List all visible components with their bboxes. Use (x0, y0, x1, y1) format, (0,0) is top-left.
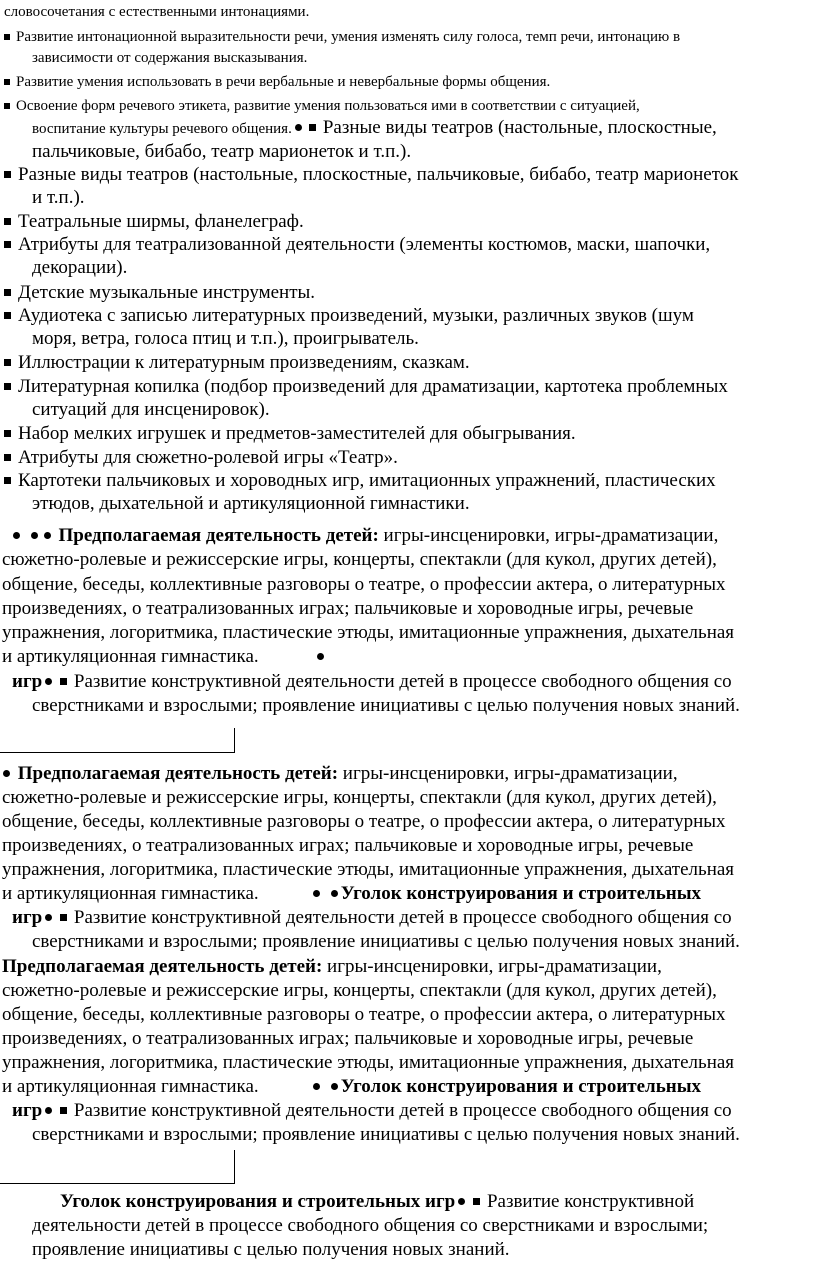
activity-paragraph: Предполагаемая деятельность детей: игры-инсценировки, игры-драматизации, (10, 524, 718, 548)
corner-line: игр Развитие конструктивной деятельности детей в процессе свободного общения со (12, 907, 732, 928)
square-bullet-icon (4, 477, 11, 484)
divider-line (0, 752, 234, 753)
activity-line: общение, беседы, коллективные разговоры о театре, о профессии актера, о литературных (2, 1004, 726, 1025)
round-bullet-icon (44, 532, 51, 539)
square-bullet-icon (4, 103, 10, 109)
activity-line: общение, беседы, коллективные разговоры о театре, о профессии актера, о литературных (2, 811, 726, 832)
list-item-cont: зависимости от содержания высказывания. (32, 50, 308, 66)
divider-line (234, 1150, 235, 1184)
list-item: словосочетания с естественными интонациями. (4, 4, 310, 20)
corner-heading: игр Развитие конструктивной деятельности детей в процессе свободного общения со (12, 671, 732, 692)
activity-line: упражнения, логоритмика, пластические этюды, имитационные упражнения, дыхательная (2, 1052, 735, 1073)
final-heading: Уголок конструирования и строительных игр Развитие конструктивной (60, 1191, 695, 1212)
round-bullet-icon (331, 890, 338, 897)
square-bullet-icon (4, 383, 11, 390)
corner-line: сверстниками и взрослыми; проявление инициативы с целью получения новых знаний. (32, 695, 740, 716)
activity-line: сюжетно-ролевые и режиссерские игры, концерты, спектакли (для кукол, других детей), (2, 549, 717, 570)
square-bullet-icon (309, 124, 316, 131)
list-item-cont: декорации). (32, 257, 128, 278)
final-line: деятельности детей в процессе свободного общения со сверстниками и взрослыми; (32, 1215, 709, 1236)
list-item-cont: этюдов, дыхательной и артикуляционной гимнастики. (32, 493, 470, 514)
activity-line: и артикуляционная гимнастика. (2, 883, 259, 904)
divider-line (0, 1183, 234, 1184)
round-bullet-icon (317, 653, 324, 660)
corner-heading: Уголок конструирования и строительных (310, 1075, 701, 1099)
square-bullet-icon (4, 359, 11, 366)
activity-line: сюжетно-ролевые и режиссерские игры, концерты, спектакли (для кукол, других детей), (2, 980, 717, 1001)
square-bullet-icon (4, 79, 10, 85)
round-bullet-icon (3, 770, 10, 777)
activity-paragraph: Предполагаемая деятельность детей: игры-инсценировки, игры-драматизации, (2, 956, 662, 977)
corner-line: сверстниками и взрослыми; проявление инициативы с целью получения новых знаний. (32, 931, 740, 952)
list-item: Развитие умения использовать в речи вербальные и невербальные формы общения. (4, 72, 550, 93)
activity-line: произведениях, о театрализованных играх; пальчиковые и хороводные игры, речевые (2, 598, 694, 619)
round-bullet-icon (13, 532, 20, 539)
round-bullet-icon (45, 1107, 52, 1114)
activity-line: общение, беседы, коллективные разговоры о театре, о профессии актера, о литературных (2, 574, 726, 595)
activity-line: упражнения, логоритмика, пластические этюды, имитационные упражнения, дыхательная (2, 622, 735, 643)
list-item: Развитие интонационной выразительности речи, умения изменять силу голоса, темп речи, интонацию в (4, 27, 680, 48)
round-bullet-icon (313, 1083, 320, 1090)
mixed-line: воспитание культуры речевого общения. Разные виды театров (настольные, плоскостные, (32, 117, 717, 138)
list-item: Разные виды театров (настольные, плоскостные, пальчиковые, бибабо, театр марионеток (4, 163, 739, 187)
square-bullet-icon (4, 241, 11, 248)
round-bullet-icon (313, 890, 320, 897)
activity-line: произведениях, о театрализованных играх; пальчиковые и хороводные игры, речевые (2, 835, 694, 856)
square-bullet-icon (60, 914, 67, 921)
square-bullet-icon (4, 430, 11, 437)
list-item: Детские музыкальные инструменты. (4, 281, 315, 305)
list-item: Картотеки пальчиковых и хороводных игр, имитационных упражнений, пластических (4, 469, 716, 493)
list-item: Театральные ширмы, фланелеграф. (4, 210, 304, 234)
square-bullet-icon (473, 1198, 480, 1205)
corner-heading: Уголок конструирования и строительных (310, 882, 701, 906)
corner-line: игр Развитие конструктивной деятельности детей в процессе свободного общения со (12, 1100, 732, 1121)
round-bullet-icon (331, 1083, 338, 1090)
square-bullet-icon (4, 289, 11, 296)
activity-line: и артикуляционная гимнастика. (2, 1076, 259, 1097)
list-item-cont: ситуаций для инсценировок). (32, 399, 270, 420)
square-bullet-icon (4, 171, 11, 178)
list-item: Иллюстрации к литературным произведениям, сказкам. (4, 351, 470, 375)
square-bullet-icon (60, 1107, 67, 1114)
activity-line: сюжетно-ролевые и режиссерские игры, концерты, спектакли (для кукол, других детей), (2, 787, 717, 808)
list-item: Набор мелких игрушек и предметов-заместителей для обыгрывания. (4, 422, 576, 446)
mixed-line-cont: пальчиковые, бибабо, театр марионеток и т.п.). (32, 141, 412, 162)
round-bullet-icon (45, 678, 52, 685)
round-bullet-icon (31, 532, 38, 539)
list-item: Аудиотека с записью литературных произведений, музыки, различных звуков (шум (4, 304, 694, 328)
divider-line (234, 728, 235, 753)
corner-line: сверстниками и взрослыми; проявление инициативы с целью получения новых знаний. (32, 1124, 740, 1145)
activity-line: произведениях, о театрализованных играх; пальчиковые и хороводные игры, речевые (2, 1028, 694, 1049)
round-bullet-icon (458, 1198, 465, 1205)
activity-line: и артикуляционная гимнастика. (2, 646, 259, 667)
round-bullet-icon (295, 124, 302, 131)
list-item-cont: моря, ветра, голоса птиц и т.п.), проигрыватель. (32, 328, 419, 349)
square-bullet-icon (4, 454, 11, 461)
round-bullet-icon (45, 914, 52, 921)
square-bullet-icon (60, 678, 67, 685)
list-item: Освоение форм речевого этикета, развитие умения пользоваться ими в соответствии с ситуацией, (4, 96, 640, 117)
square-bullet-icon (4, 312, 11, 319)
square-bullet-icon (4, 34, 10, 40)
list-item-cont: и т.п.). (32, 187, 85, 208)
final-line: проявление инициативы с целью получения новых знаний. (32, 1239, 510, 1260)
activity-paragraph: Предполагаемая деятельность детей: игры-инсценировки, игры-драматизации, (0, 762, 678, 786)
square-bullet-icon (4, 218, 11, 225)
list-item: Литературная копилка (подбор произведений для драматизации, картотека проблемных (4, 375, 728, 399)
list-item: Атрибуты для театрализованной деятельности (элементы костюмов, маски, шапочки, (4, 233, 710, 257)
activity-line: упражнения, логоритмика, пластические этюды, имитационные упражнения, дыхательная (2, 859, 735, 880)
list-item: Атрибуты для сюжетно-ролевой игры «Театр». (4, 446, 398, 470)
